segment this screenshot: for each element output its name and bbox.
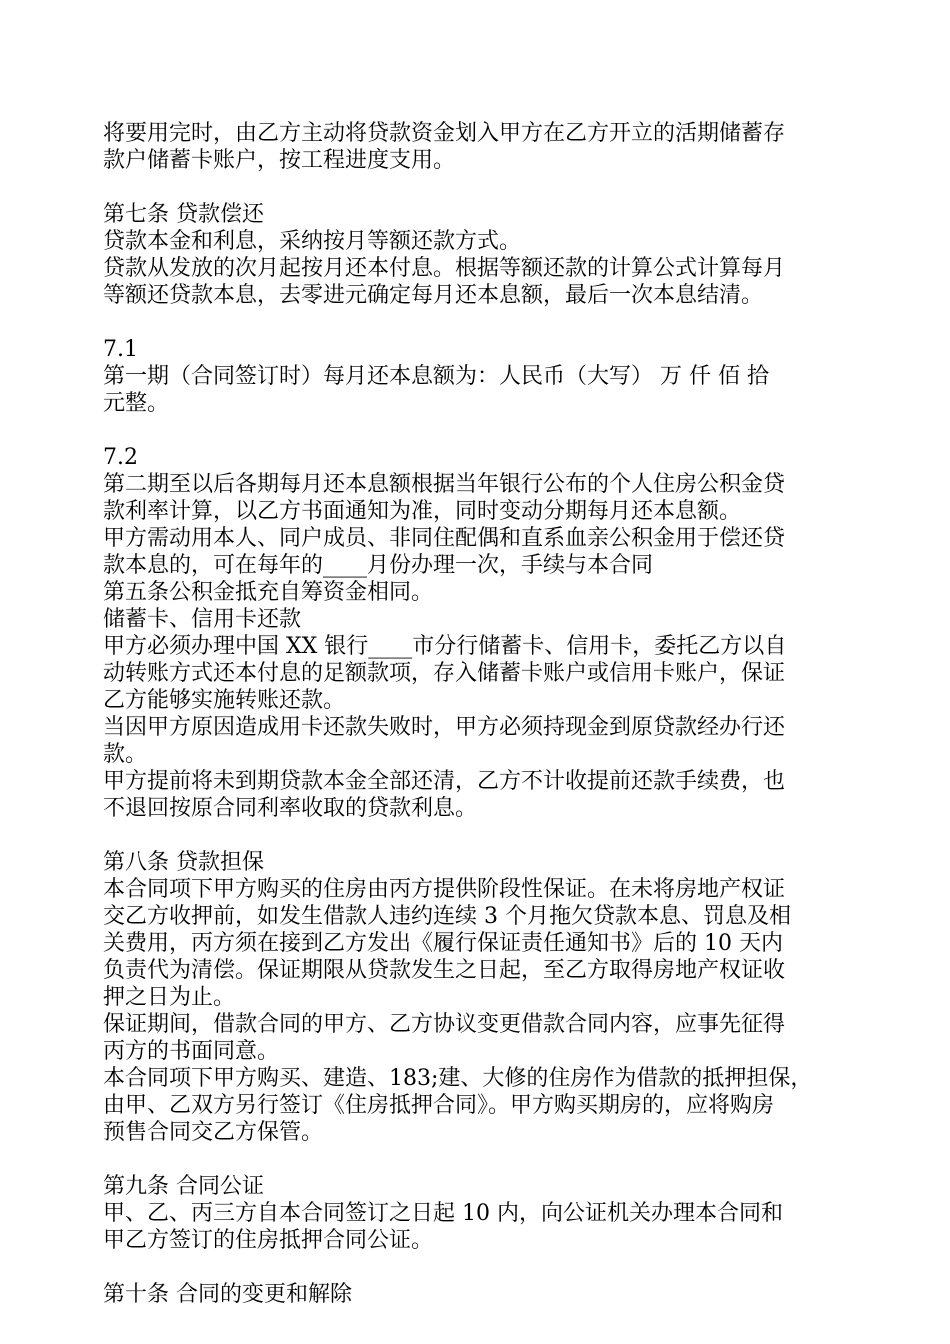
text-line: 7.1 (103, 337, 138, 362)
text-line: 不退回按原合同利率收取的贷款利息。 (103, 796, 478, 821)
text-line: 丙方的书面同意。 (103, 1039, 280, 1064)
text-line: 第五条公积金抵充自筹资金相同。 (103, 580, 434, 605)
text-line: 第七条 贷款偿还 (103, 202, 264, 227)
text-line: 保证期间，借款合同的甲方、乙方协议变更借款合同内容，应事先征得 (103, 1012, 786, 1037)
text-line: 款。 (103, 742, 148, 767)
document-body (103, 120, 863, 1308)
text-line: 甲方提前将未到期贷款本金全部还清，乙方不计收提前还款手续费，也 (103, 769, 786, 794)
blank-line (103, 174, 863, 201)
text-line: 由甲、乙双方另行签订《住房抵押合同》。甲方购买期房的，应将购房 (103, 1093, 775, 1118)
text-line: 第八条 贷款担保 (103, 850, 264, 875)
text-line: 将要用完时，由乙方主动将贷款资金划入甲方在乙方开立的活期储蓄存 (103, 121, 786, 146)
text-line: 储蓄卡、信用卡还款 (103, 607, 302, 632)
text-line: 款利率计算，以乙方书面通知为准，同时变动分期每月还本息额。 (103, 499, 742, 524)
text-line: 关费用，丙方须在接到乙方发出《履行保证责任通知书》后的 10 天内 (103, 931, 783, 956)
blank-line (103, 417, 863, 444)
blank-line (103, 1146, 863, 1173)
text-line: 第十条 合同的变更和解除 (103, 1282, 352, 1307)
text-line: 负责代为清偿。保证期限从贷款发生之日起，至乙方取得房地产权证收 (103, 958, 786, 983)
text-line: 元整。 (103, 391, 170, 416)
text-line: 等额还贷款本息，去零进元确定每月还本息额，最后一次本息结清。 (103, 283, 764, 308)
text-line: 贷款从发放的次月起按月还本付息。根据等额还款的计算公式计算每月 (103, 256, 786, 281)
text-line: 甲方必须办理中国 XX 银行____市分行储蓄卡、信用卡，委托乙方以自 (103, 634, 787, 659)
text-line: 贷款本金和利息，采纳按月等额还款方式。 (103, 229, 522, 254)
text-line: 款户储蓄卡账户，按工程进度支用。 (103, 148, 456, 173)
text-line: 款本息的，可在每年的____月份办理一次，手续与本合同 (103, 553, 654, 578)
blank-line (103, 309, 863, 336)
text-line: 第九条 合同公证 (103, 1174, 264, 1199)
text-line: 动转账方式还本付息的足额款项，存入储蓄卡账户或信用卡账户，保证 (103, 661, 786, 686)
text-line: 预售合同交乙方保管。 (103, 1120, 324, 1145)
blank-line (103, 822, 863, 849)
text-line: 第一期（合同签订时）每月还本息额为：人民币（大写） 万 仟 佰 拾 (103, 364, 769, 389)
text-line: 第二期至以后各期每月还本息额根据当年银行公布的个人住房公积金贷 (103, 472, 786, 497)
text-line: 交乙方收押前，如发生借款人违约连续 3 个月拖欠贷款本息、罚息及相 (103, 904, 791, 929)
text-line: 本合同项下甲方购买、建造、183;建、大修的住房作为借款的抵押担保， (103, 1066, 813, 1091)
text-line: 当因甲方原因造成用卡还款失败时，甲方必须持现金到原贷款经办行还 (103, 715, 786, 740)
text-line: 7.2 (103, 445, 138, 470)
text-line: 本合同项下甲方购买的住房由丙方提供阶段性保证。在未将房地产权证 (103, 877, 786, 902)
text-line: 甲、乙、丙三方自本合同签订之日起 10 内，向公证机关办理本合同和 (103, 1201, 783, 1226)
text-line: 甲乙方签订的住房抵押合同公证。 (103, 1228, 434, 1253)
blank-line (103, 1254, 863, 1281)
text-line: 乙方能够实施转账还款。 (103, 688, 346, 713)
text-line: 甲方需动用本人、同户成员、非同住配偶和直系血亲公积金用于偿还贷 (103, 526, 786, 551)
text-line: 押之日为止。 (103, 985, 236, 1010)
